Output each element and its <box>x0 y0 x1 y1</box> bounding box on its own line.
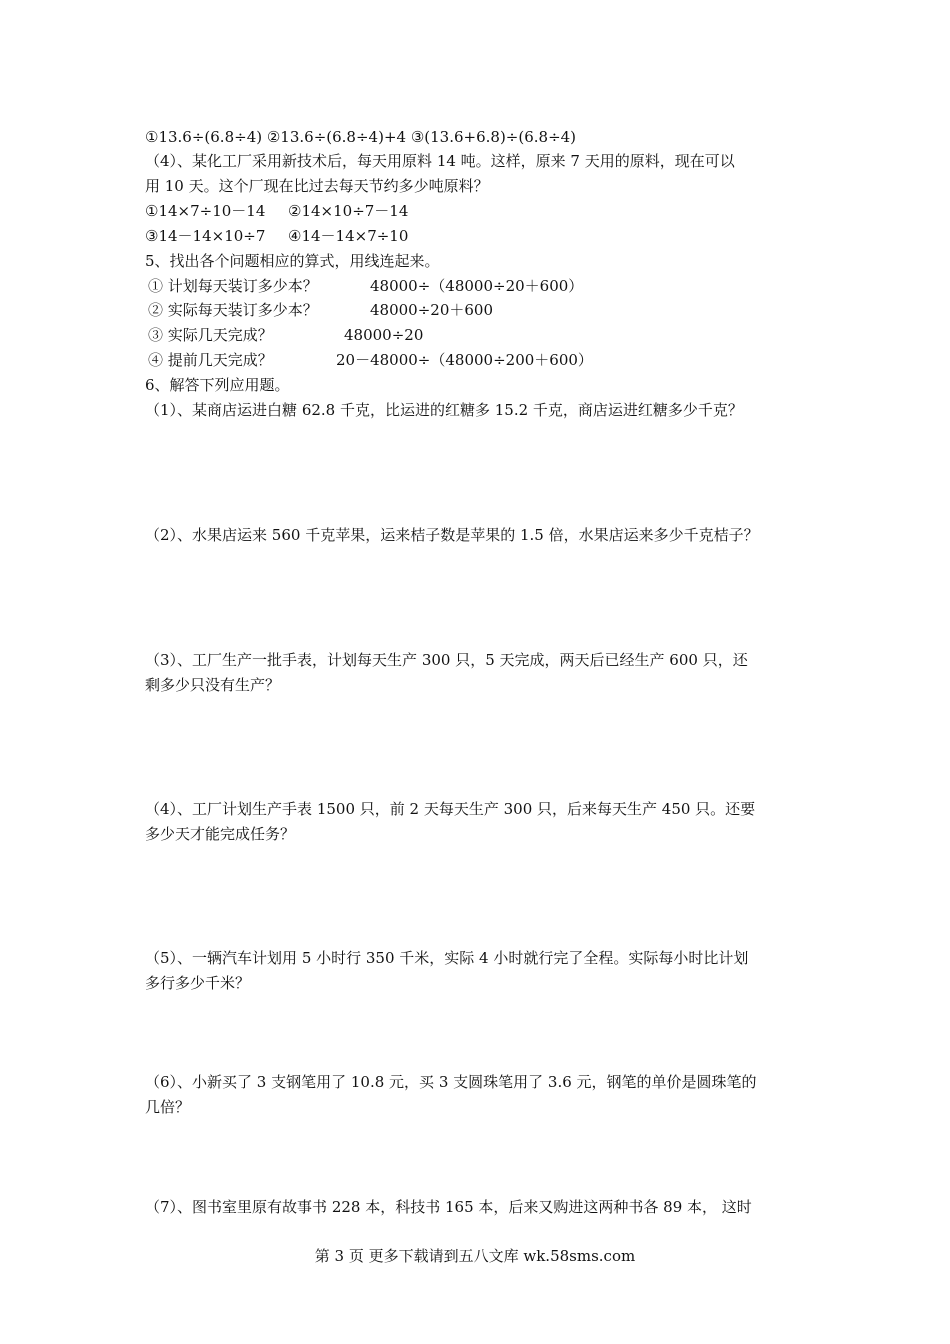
problem-3-line-1: （3）、工厂生产一批手表，计划每天生产 300 只，5 天完成，两天后已经生产 600 只，还 <box>145 651 748 669</box>
problem-4-line-1: （4）、工厂计划生产手表 1500 只，前 2 天每天生产 300 只，后来每天生产 450 只。还要 <box>145 800 756 818</box>
q4-line-1: （4）、某化工厂采用新技术后，每天用原料 14 吨。这样，原来 7 天用的原料，现在可以 <box>145 152 735 170</box>
problem-6-line-2: 几倍？ <box>145 1098 191 1116</box>
match-row-4 <box>148 350 593 370</box>
match-question-4: ④ 提前几天完成？ <box>148 351 273 369</box>
match-formula-4: 20－48000÷（48000÷200＋600） <box>336 351 593 369</box>
match-formula-1: 48000÷（48000÷20＋600） <box>370 277 584 295</box>
q4-options-row-2 <box>145 226 409 246</box>
match-row-2 <box>148 300 494 320</box>
page-footer: 第 3 页 更多下载请到五八文库 wk.58sms.com <box>314 1247 636 1265</box>
problem-5-line-2: 多行多少千米？ <box>145 974 251 992</box>
problem-7-line-1: （7）、图书室里原有故事书 228 本，科技书 165 本，后来又购进这两种书各 89 本， 这时 <box>145 1198 752 1216</box>
q4-option-1: ①14×7÷10－14 <box>145 202 266 220</box>
match-question-1: ① 计划每天装订多少本？ <box>148 277 318 295</box>
match-question-2: ② 实际每天装订多少本？ <box>148 301 318 319</box>
q4-option-2: ②14×10÷7－14 <box>288 202 409 220</box>
section-5-title: 5、找出各个问题相应的算式，用线连起来。 <box>145 252 440 270</box>
problem-5-line-1: （5）、一辆汽车计划用 5 小时行 350 千米，实际 4 小时就行完了全程。实际每小时比计划 <box>145 949 749 967</box>
problem-2: （2）、水果店运来 560 千克苹果，运来桔子数是苹果的 1.5 倍，水果店运来多少千克桔子？ <box>145 526 759 544</box>
q4-option-3: ③14－14×10÷7 <box>145 227 266 245</box>
problem-4-line-2: 多少天才能完成任务？ <box>145 825 296 843</box>
match-question-3: ③ 实际几天完成？ <box>148 326 273 344</box>
q4-line-2: 用 10 天。这个厂现在比过去每天节约多少吨原料？ <box>145 177 489 195</box>
problem-3-line-2: 剩多少只没有生产？ <box>145 676 281 694</box>
q4-option-4: ④14－14×7÷10 <box>288 227 409 245</box>
match-row-3 <box>148 325 424 345</box>
match-formula-3: 48000÷20 <box>344 326 424 344</box>
options-row: ①13.6÷(6.8÷4) ②13.6÷(6.8÷4)+4 ③(13.6+6.8)÷(6.8÷4) <box>145 128 577 146</box>
q4-options-row-1 <box>145 201 409 221</box>
problem-1: （1）、某商店运进白糖 62.8 千克，比运进的红糖多 15.2 千克，商店运进红糖多少千克？ <box>145 401 743 419</box>
match-row-1 <box>148 276 584 296</box>
match-formula-2: 48000÷20＋600 <box>370 301 494 319</box>
section-6-title: 6、解答下列应用题。 <box>145 376 290 394</box>
problem-6-line-1: （6）、小新买了 3 支钢笔用了 10.8 元，买 3 支圆珠笔用了 3.6 元，钢笔的单价是圆珠笔的 <box>145 1073 757 1091</box>
